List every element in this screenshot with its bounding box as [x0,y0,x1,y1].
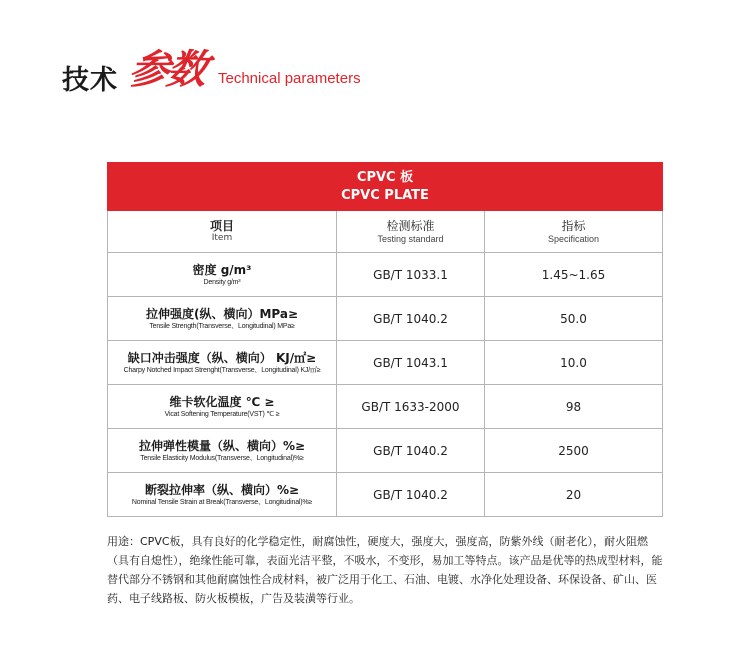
item-cn: 维卡软化温度 ℃ ≥ [169,394,275,409]
title-calligraphy: 参数 [125,46,210,93]
standard-cell: GB/T 1633-2000 [337,385,485,429]
spec-cell: 98 [485,385,663,429]
item-cn: 缺口冲击强度（纵、横向） KJ/㎡≥ [127,350,317,365]
item-cell [108,297,337,341]
table-row [108,473,663,517]
column-header-cn: 指标 [561,218,586,233]
column-header-standard [337,211,485,253]
usage-description: 用途：CPVC板，具有良好的化学稳定性，耐腐蚀性，硬度大，强度大，强度高，防紫外线（耐老化），耐火阻燃（具有自熄性），绝缘性能可靠，表面光洁平整，不吸水，不变形，易加工等特点。该产品是优等的热成型材料，能替代部分不锈钢和其他耐腐蚀性合成材料，被广泛用于化工、石油、电镀、水净化处理设备、环保设备、矿山、医药、电子线路板、防火板模板，广告及装潢等行业。 [107,535,663,605]
standard-cell: GB/T 1040.2 [337,429,485,473]
item-en: Tensile Elasticity Modulus(Transverse、Longitudinal)%≥ [140,454,304,462]
item-cell [108,341,337,385]
table-row [108,341,663,385]
item-en: Nominal Tensile Strain at Break(Transverse、Longitudinal)%≥ [131,498,313,506]
column-header-en: Testing standard [377,233,444,244]
item-cn: 密度 g/m³ [192,262,252,277]
item-cn: 断裂拉伸率（纵、横向）%≥ [144,482,300,497]
table-title-cn: CPVC 板 [356,170,414,185]
title-english: Technical parameters [218,70,361,87]
spec-cell: 2500 [485,429,663,473]
item-cn: 拉伸弹性模量（纵、横向）%≥ [138,438,306,453]
spec-cell: 20 [485,473,663,517]
standard-cell: GB/T 1033.1 [337,253,485,297]
column-header-row [108,211,663,253]
item-cell [108,429,337,473]
standard-cell: GB/T 1040.2 [337,297,485,341]
title-chinese: 技术 [62,65,118,96]
item-en: Vicat Softening Temperature(VST) ℃ ≥ [164,410,280,418]
column-header-item [108,211,337,253]
item-cell [108,473,337,517]
table-title-en: CPVC PLATE [341,188,429,203]
spec-cell: 1.45~1.65 [485,253,663,297]
standard-cell: GB/T 1040.2 [337,473,485,517]
table-row [108,253,663,297]
spec-cell: 50.0 [485,297,663,341]
standard-cell: GB/T 1043.1 [337,341,485,385]
item-en: Tensile Strength(Transverse、Longitudinal) MPa≥ [149,322,295,330]
page-header [62,40,382,100]
column-header-en: Specification [548,233,600,244]
column-header-spec [485,211,663,253]
parameters-table [107,162,662,517]
column-header-cn: 检测标准 [386,218,435,233]
item-cn: 拉伸强度(纵、横向）MPa≥ [145,306,299,321]
table-row [108,385,663,429]
table-row [108,297,663,341]
table-title-row [108,163,663,211]
item-cell [108,385,337,429]
item-en: Charpy Notched Impact Strenght(Transverse、Longitudinal) KJ/㎡≥ [123,366,321,374]
table-title [108,163,663,211]
column-header-en: Item [211,233,233,243]
table-row [108,429,663,473]
column-header-cn: 项目 [209,219,234,233]
spec-cell: 10.0 [485,341,663,385]
item-en: Density g/m³ [203,278,241,286]
item-cell [108,253,337,297]
